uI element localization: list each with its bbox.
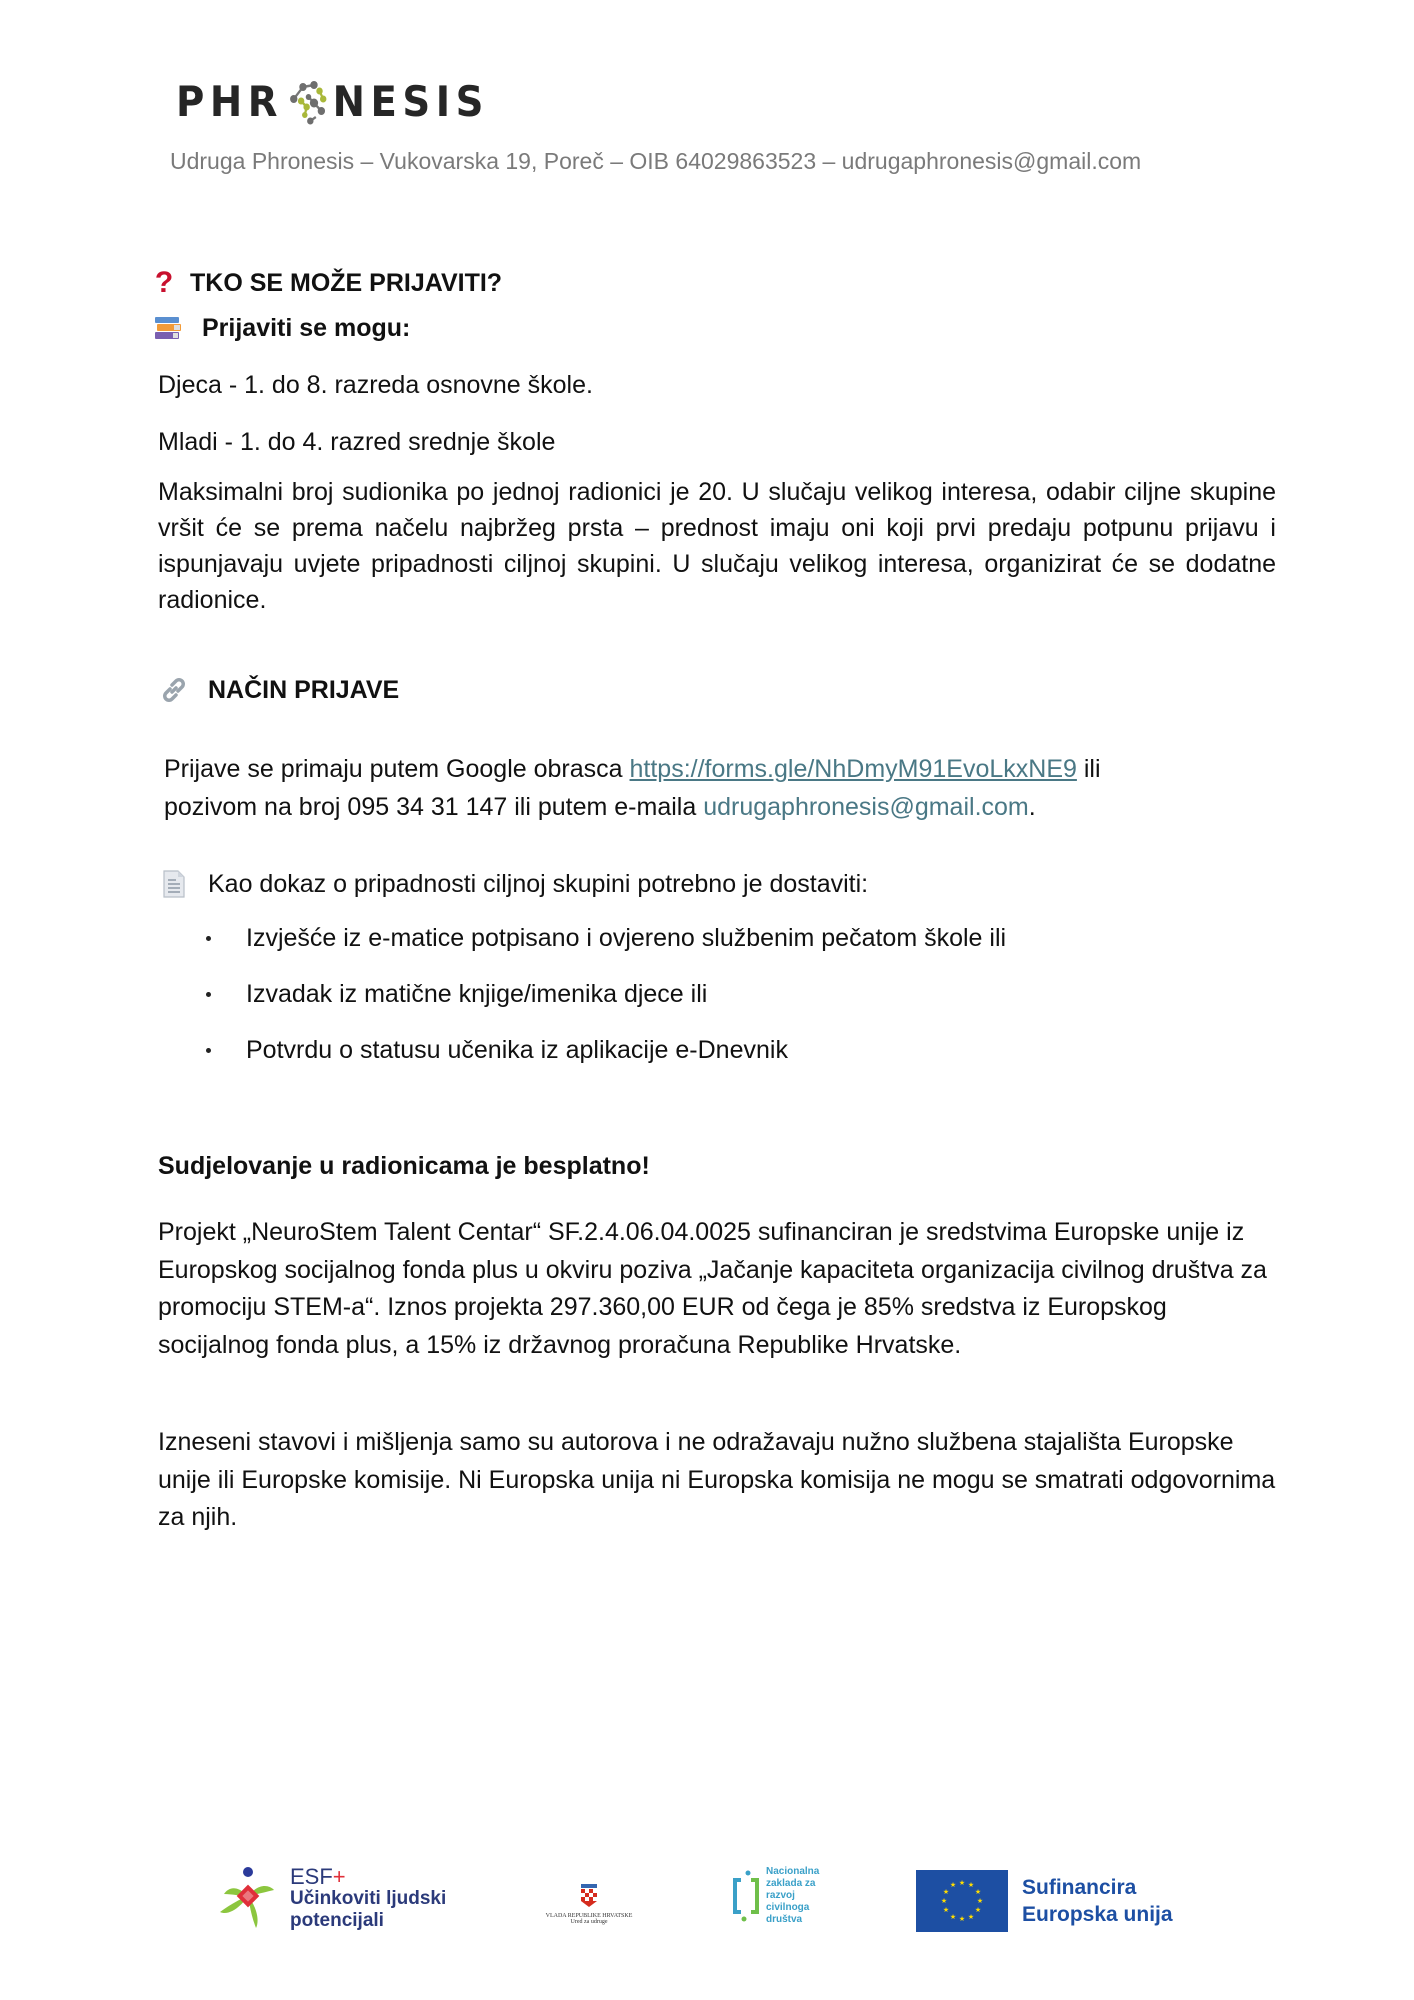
email-link[interactable]: udrugaphronesis@gmail.com — [703, 793, 1029, 821]
list-item — [246, 910, 1006, 966]
question-mark-icon: ? — [154, 266, 174, 299]
esf-text — [290, 1866, 446, 1932]
svg-text:★: ★ — [949, 1913, 957, 1921]
application-text: Prijave se primaju putem Google obrasca — [164, 755, 630, 783]
eu-cofunded-logo — [916, 1870, 1173, 1932]
application-methods — [164, 750, 1284, 826]
vlada-line1: VLADA REPUBLIKE HRVATSKE — [545, 1913, 633, 1919]
svg-text:★: ★ — [976, 1897, 984, 1905]
phronesis-logo — [176, 76, 489, 126]
svg-text:★: ★ — [967, 1913, 975, 1921]
vlada-line2: Ured za udruge — [570, 1919, 608, 1925]
section-who-subheading — [154, 310, 410, 346]
vlada-logo — [544, 1884, 634, 1925]
svg-text:★: ★ — [949, 1881, 957, 1889]
google-form-link[interactable]: https://forms.gle/NhDmyM91EvoLkxNE9 — [629, 755, 1077, 783]
bullet-icon — [206, 936, 211, 941]
application-text-or: ili — [1076, 755, 1101, 783]
section-who-subtitle: Prijaviti se mogu: — [202, 314, 411, 342]
participants-paragraph: Maksimalni broj sudionika po jednoj radionici je 20. U slučaju velikog interesa, odabir ciljne skupine vršit će se prema načelu najbržeg prsta – prednost imaju oni koji prvi predaju potpunu prijavu i ispunjavaju uvjete pripadnosti ciljnoj skupini. U slučaju velikog interesa, organizirat će se dodatne radionice. — [158, 478, 1276, 614]
svg-text:★: ★ — [942, 1888, 950, 1896]
nzrcd-logo — [732, 1866, 819, 1926]
bullet-icon — [206, 992, 211, 997]
nzrcd-line: društva — [766, 1914, 803, 1925]
nzrcd-line: Nacionalna — [766, 1866, 820, 1877]
svg-text:★: ★ — [940, 1897, 948, 1905]
proof-item-text: Izvadak iz matične knjige/imenika djece ili — [246, 980, 708, 1008]
bullet-icon — [206, 1048, 211, 1053]
section-who-heading — [154, 265, 502, 301]
section-how-heading — [160, 672, 399, 708]
esf-label: ESF — [290, 1864, 333, 1889]
nzrcd-line: zaklada za — [766, 1878, 816, 1889]
project-funding-paragraph: Projekt „NeuroStem Talent Centar“ SF.2.4.06.04.0025 sufinanciran je sredstvima Europske unije iz Europskog socijalnog fonda plus u okviru poziva „Jačanje kapaciteta organizacija civilnog društva za promociju STEM-a“. Iznos projekta 297.360,00 EUR od čega je 85% sredstva iz Europskog socijalnog fonda plus, a 15% iz državnog proračuna Republike Hrvatske. — [158, 1218, 1267, 1359]
logo-text-left: PHR — [176, 76, 283, 126]
document-icon — [160, 870, 188, 898]
proof-intro-text: Kao dokaz o pripadnosti ciljnoj skupini potrebno je dostaviti: — [208, 870, 869, 898]
esf-line1: Učinkoviti ljudski — [290, 1888, 447, 1909]
eligible-group-youth: Mladi - 1. do 4. razred srednje škole — [158, 428, 556, 456]
eu-text — [1022, 1874, 1173, 1928]
svg-text:★: ★ — [958, 1915, 966, 1923]
svg-text:★: ★ — [967, 1881, 975, 1889]
organization-address: Udruga Phronesis – Vukovarska 19, Poreč – OIB 64029863523 – udrugaphronesis@gmail.com — [170, 148, 1142, 174]
proof-item-text: Izvješće iz e-matice potpisano i ovjereno službenim pečatom škole ili — [246, 924, 1007, 952]
application-text-phone: pozivom na broj 095 34 31 147 ili putem e-maila — [164, 793, 704, 821]
eligible-group-children: Djeca - 1. do 8. razreda osnovne škole. — [158, 371, 593, 399]
esf-plus: + — [332, 1864, 346, 1889]
logo-text-right: NESIS — [332, 76, 490, 126]
esf-flower-icon — [218, 1866, 280, 1932]
bracket-logo-icon — [732, 1870, 760, 1922]
nzrcd-line: razvoj — [766, 1890, 795, 1901]
books-icon — [154, 314, 182, 342]
list-item — [246, 1022, 1006, 1078]
esf-line2: potencijali — [290, 1910, 384, 1931]
proof-intro-row — [160, 866, 868, 902]
eu-line2: Europska unija — [1022, 1903, 1173, 1926]
svg-text:★: ★ — [958, 1879, 966, 1887]
list-item — [246, 966, 1006, 1022]
proof-item-text: Potvrdu o statusu učenika iz aplikacije e-Dnevnik — [246, 1036, 788, 1064]
proof-documents-list — [246, 910, 1006, 1078]
svg-text:★: ★ — [974, 1906, 982, 1914]
free-participation-notice: Sudjelovanje u radionicama je besplatno! — [158, 1152, 650, 1180]
nzrcd-line: civilnoga — [766, 1902, 810, 1913]
croatian-coat-of-arms-icon — [579, 1884, 599, 1908]
link-icon — [160, 676, 188, 704]
application-text-end: . — [1028, 793, 1036, 821]
esf-logo — [218, 1866, 446, 1932]
eu-line1: Sufinancira — [1022, 1876, 1137, 1899]
eu-disclaimer: Izneseni stavovi i mišljenja samo su autorova i ne odražavaju nužno službena stajališta Europske unije ili Europske komisije. Ni Europska unija ni Europska komisija ne mogu se smatrati odgovornima za njih. — [158, 1428, 1276, 1531]
network-brain-icon — [287, 77, 329, 125]
eu-flag-icon — [916, 1870, 1008, 1932]
nzrcd-text — [766, 1866, 819, 1926]
section-how-title: NAČIN PRIJAVE — [208, 676, 400, 704]
svg-text:★: ★ — [942, 1906, 950, 1914]
section-who-title: TKO SE MOŽE PRIJAVITI? — [190, 269, 503, 297]
svg-text:★: ★ — [974, 1888, 982, 1896]
